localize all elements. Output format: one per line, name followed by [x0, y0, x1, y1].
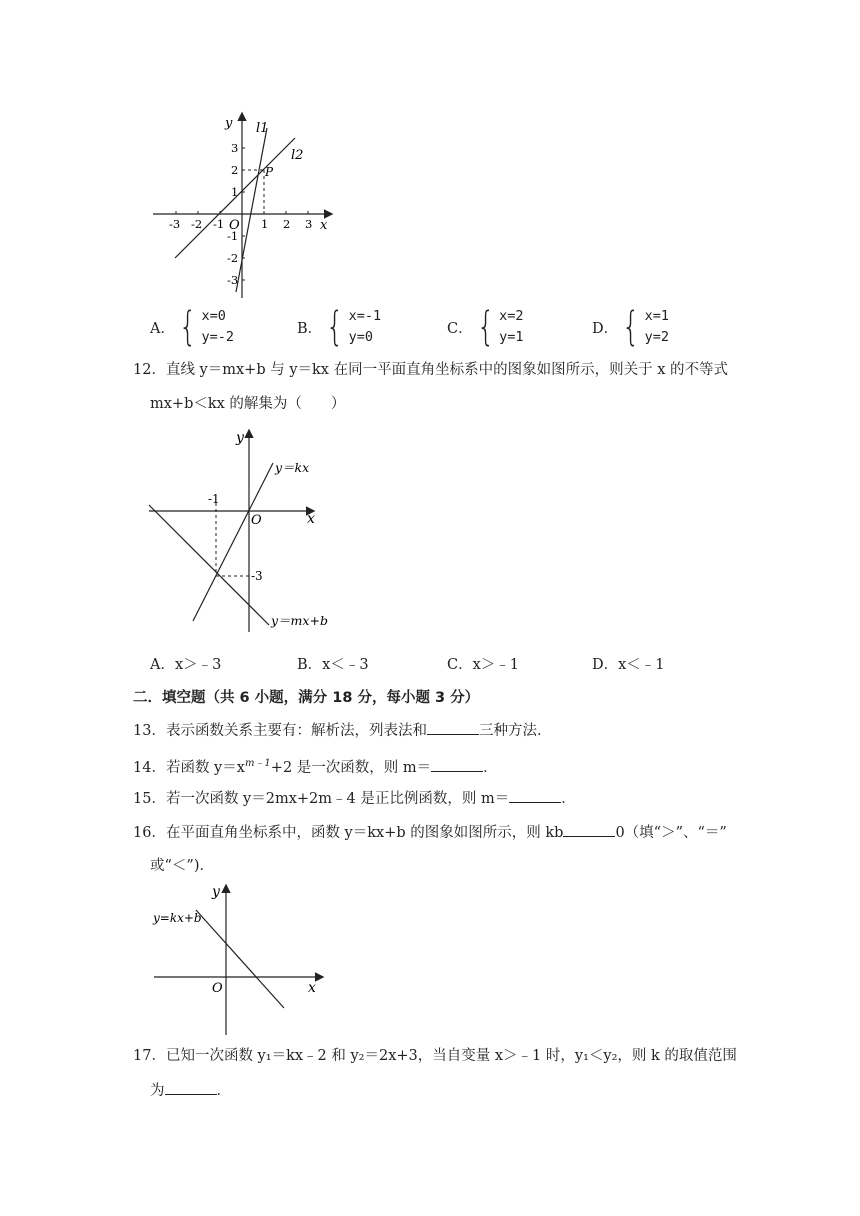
q16-x-label: x: [308, 980, 316, 996]
q11-point-label: P: [265, 165, 274, 179]
q16-text-end: 0（填“＞”、“＝”: [615, 825, 727, 841]
q17-text-end: ．: [216, 1083, 231, 1099]
q15-text: 15．若一次函数 y＝2mx+2m﹣4 是正比例函数，则 m＝: [133, 791, 510, 807]
q12-option-d[interactable]: D．x＜﹣1: [592, 657, 665, 673]
eq-row: y=-2: [201, 329, 234, 345]
q11-origin-label: O: [229, 218, 240, 233]
q14-answer-blank[interactable]: [431, 757, 483, 772]
q16-answer-blank[interactable]: [563, 822, 615, 837]
eq-row: x=2: [499, 308, 524, 324]
q14-text-mid: +2 是一次函数，则 m＝: [270, 759, 432, 776]
q12-mxb-label: y＝mx+b: [271, 613, 328, 628]
q11-option-a[interactable]: A． { x=0 y=-2: [150, 304, 234, 350]
q12-line-kx: [193, 463, 273, 621]
q11-xtick: -2: [191, 217, 203, 231]
q11-xtick: 3: [305, 217, 313, 231]
q11-l1-label: l1: [256, 121, 269, 136]
q16-text: 16．在平面直角坐标系中，函数 y＝kx+b 的图象如图所示，则 kb: [133, 825, 564, 841]
eq-row: x=-1: [348, 308, 382, 324]
q16-line-kxb: [196, 910, 284, 1008]
q13-answer-blank[interactable]: [427, 720, 479, 735]
eq-row: x=0: [201, 308, 226, 324]
q15: [133, 788, 576, 809]
q12-x-label: x: [307, 511, 315, 527]
q14: [133, 754, 498, 778]
q11-xtick: 2: [283, 217, 291, 231]
q15-text-end: ．: [561, 791, 576, 807]
q16-line-label: y=kx+b: [153, 911, 202, 925]
section-heading: 二．填空题（共 6 小题，满分 18 分，每小题 3 分）: [133, 690, 480, 706]
q13-text: 13．表示函数关系主要有：解析法，列表法和: [133, 723, 427, 739]
q11-option-b[interactable]: B． { x=-1 y=0: [297, 304, 382, 350]
option-letter: B．: [297, 320, 323, 337]
q17-line1: 17．已知一次函数 y₁＝kx﹣2 和 y₂＝2x+3，当自变量 x＞﹣1 时，y₁＜y₂，则 k 的取值范围: [133, 1048, 737, 1064]
q14-text-end: ．: [483, 759, 498, 776]
q11-ytick: -2: [227, 251, 239, 265]
q17-text: 为: [150, 1083, 165, 1099]
q13-text-end: 三种方法．: [478, 723, 552, 739]
q17-line2: [150, 1080, 231, 1101]
eq-row: y=2: [644, 329, 669, 345]
q11-xtick: -1: [213, 217, 225, 231]
q11-option-d[interactable]: D． { x=1 y=2: [592, 304, 669, 350]
q12-option-c[interactable]: C．x＞﹣1: [447, 657, 519, 673]
q11-ytick: -3: [227, 273, 239, 287]
q11-xtick: 1: [261, 217, 269, 231]
q11-xtick: -3: [169, 217, 181, 231]
q12-option-a[interactable]: A．x＞﹣3: [150, 657, 222, 673]
option-letter: D．: [592, 320, 619, 337]
q16-graph: [150, 880, 330, 1040]
q11-ytick: -1: [227, 229, 239, 243]
q12-option-b[interactable]: B．x＜﹣3: [297, 657, 369, 673]
q14-text: 14．若函数 y＝x: [133, 759, 245, 776]
option-letter: C．: [447, 320, 473, 337]
q12-graph: [145, 425, 335, 640]
q11-ytick: 1: [231, 185, 239, 199]
q11-x-label: x: [320, 218, 328, 233]
q11-ytick: 3: [231, 141, 239, 155]
q15-answer-blank[interactable]: [509, 788, 561, 803]
q12-kx-label: y＝kx: [275, 460, 310, 475]
q12-stem-line1: 12．直线 y＝mx+b 与 y＝kx 在同一平面直角坐标系中的图象如图所示，则关于 x 的不等式: [133, 362, 728, 378]
option-letter: A．: [150, 320, 175, 337]
q12-stem-line2: mx+b＜kx 的解集为（ ）: [150, 396, 346, 412]
q13: [133, 720, 551, 741]
q16-y-label: y: [212, 884, 220, 900]
q11-y-label: y: [225, 116, 233, 131]
q11-l2-label: l2: [291, 148, 304, 163]
eq-row: y=0: [348, 329, 373, 345]
q11-ytick: 2: [231, 163, 239, 177]
q14-exponent: m﹣1: [244, 758, 271, 769]
q16-line2: 或“＜”)．: [150, 858, 214, 874]
q11-graph: [145, 108, 345, 303]
q16-line1: [133, 822, 727, 843]
q17-answer-blank[interactable]: [165, 1080, 217, 1095]
q12-y-label: y: [236, 430, 244, 446]
q11-line-l1: [236, 128, 267, 292]
eq-row: x=1: [644, 308, 669, 324]
q16-origin-label: O: [212, 981, 223, 996]
q12-mark-x: -1: [208, 492, 220, 506]
eq-row: y=1: [499, 329, 524, 345]
q12-mark-y: -3: [251, 569, 263, 583]
q12-origin-label: O: [251, 513, 262, 528]
q11-option-c[interactable]: C． { x=2 y=1: [447, 304, 524, 350]
